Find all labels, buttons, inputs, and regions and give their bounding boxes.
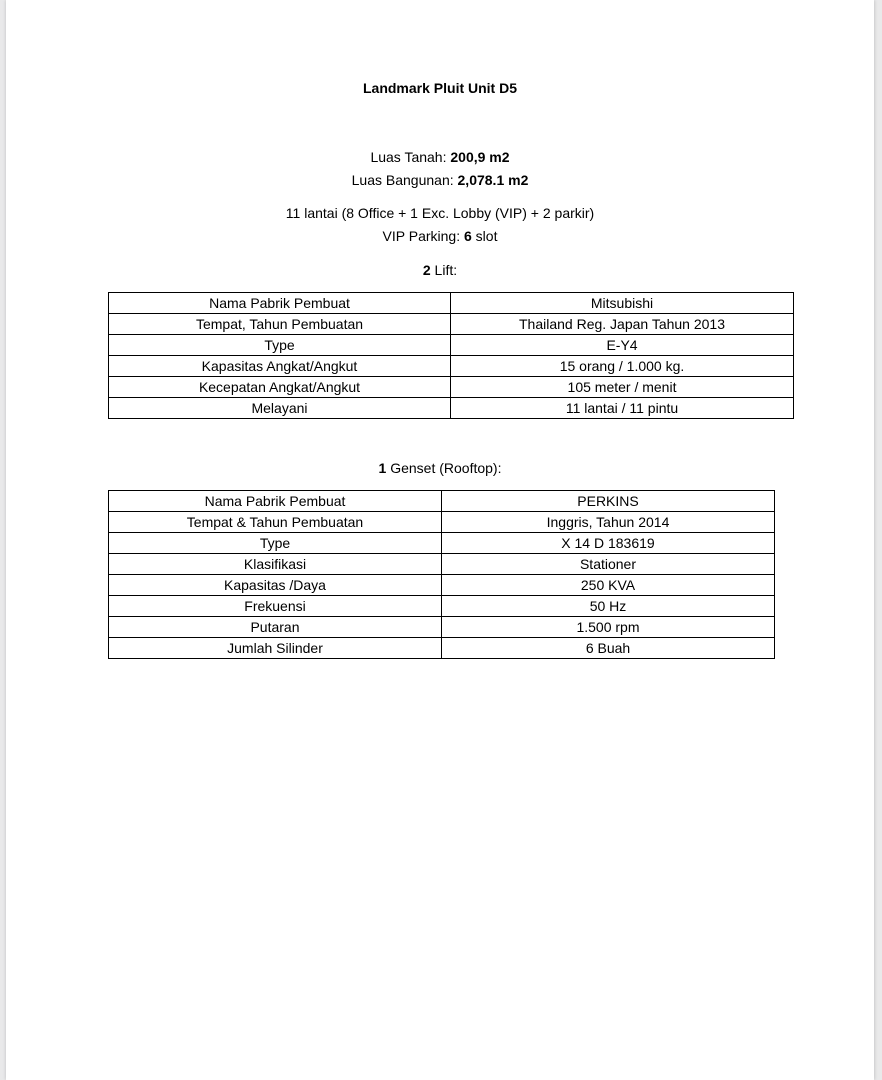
table-row: [109, 596, 775, 617]
genset-row-value: Inggris, Tahun 2014: [442, 512, 775, 533]
table-row: [109, 398, 794, 419]
genset-spec-table: [108, 490, 775, 659]
vip-parking-unit: slot: [471, 228, 498, 244]
lift-row-label: Kapasitas Angkat/Angkut: [109, 356, 451, 377]
lift-row-label: Melayani: [109, 398, 451, 419]
lift-row-label: Kecepatan Angkat/Angkut: [109, 377, 451, 398]
document-title: Landmark Pluit Unit D5: [362, 80, 518, 96]
genset-row-value: 6 Buah: [442, 638, 775, 659]
lift-row-value: 105 meter / menit: [451, 377, 794, 398]
table-row: [109, 314, 794, 335]
lift-count: 2: [422, 262, 431, 278]
vip-parking-line: [6, 227, 874, 245]
table-row: [109, 335, 794, 356]
genset-row-value: 250 KVA: [442, 575, 775, 596]
genset-row-label: Klasifikasi: [109, 554, 442, 575]
document-page: [6, 0, 874, 1080]
lift-heading-label: Lift:: [430, 262, 458, 278]
table-row: [109, 575, 775, 596]
table-row: [109, 617, 775, 638]
genset-row-value: 50 Hz: [442, 596, 775, 617]
lift-row-label: Tempat, Tahun Pembuatan: [109, 314, 451, 335]
genset-row-label: Frekuensi: [109, 596, 442, 617]
table-row: [109, 377, 794, 398]
lift-row-value: 11 lantai / 11 pintu: [451, 398, 794, 419]
lantai-line: 11 lantai (8 Office + 1 Exc. Lobby (VIP) + 2 parkir): [285, 205, 595, 221]
genset-row-label: Type: [109, 533, 442, 554]
vip-parking-label: VIP Parking:: [382, 228, 464, 244]
table-row: [109, 293, 794, 314]
table-row: [109, 491, 775, 512]
table-row: [109, 512, 775, 533]
lift-row-value: Mitsubishi: [451, 293, 794, 314]
table-row: [109, 356, 794, 377]
luas-tanah-line: [6, 148, 874, 166]
luas-bangunan-line: [6, 171, 874, 189]
genset-row-label: Tempat & Tahun Pembuatan: [109, 512, 442, 533]
lift-row-value: 15 orang / 1.000 kg.: [451, 356, 794, 377]
lift-row-label: Type: [109, 335, 451, 356]
vip-parking-value: 6: [463, 228, 472, 244]
genset-count: 1: [378, 460, 387, 476]
table-row: [109, 638, 775, 659]
luas-tanah-label: Luas Tanah:: [370, 149, 451, 165]
lift-row-label: Nama Pabrik Pembuat: [109, 293, 451, 314]
genset-row-value: X 14 D 183619: [442, 533, 775, 554]
lift-row-value: Thailand Reg. Japan Tahun 2013: [451, 314, 794, 335]
table-row: [109, 533, 775, 554]
luas-bangunan-value: 2,078.1 m2: [457, 172, 529, 188]
genset-row-label: Jumlah Silinder: [109, 638, 442, 659]
genset-heading-label: Genset (Rooftop):: [386, 460, 502, 476]
genset-row-label: Putaran: [109, 617, 442, 638]
genset-row-label: Nama Pabrik Pembuat: [109, 491, 442, 512]
lift-spec-table: [108, 292, 794, 419]
luas-bangunan-label: Luas Bangunan:: [351, 172, 458, 188]
genset-heading: [6, 459, 874, 477]
genset-row-value: Stationer: [442, 554, 775, 575]
genset-row-value: PERKINS: [442, 491, 775, 512]
genset-row-value: 1.500 rpm: [442, 617, 775, 638]
genset-row-label: Kapasitas /Daya: [109, 575, 442, 596]
lift-heading: [6, 261, 874, 279]
table-row: [109, 554, 775, 575]
luas-tanah-value: 200,9 m2: [450, 149, 510, 165]
lift-row-value: E-Y4: [451, 335, 794, 356]
